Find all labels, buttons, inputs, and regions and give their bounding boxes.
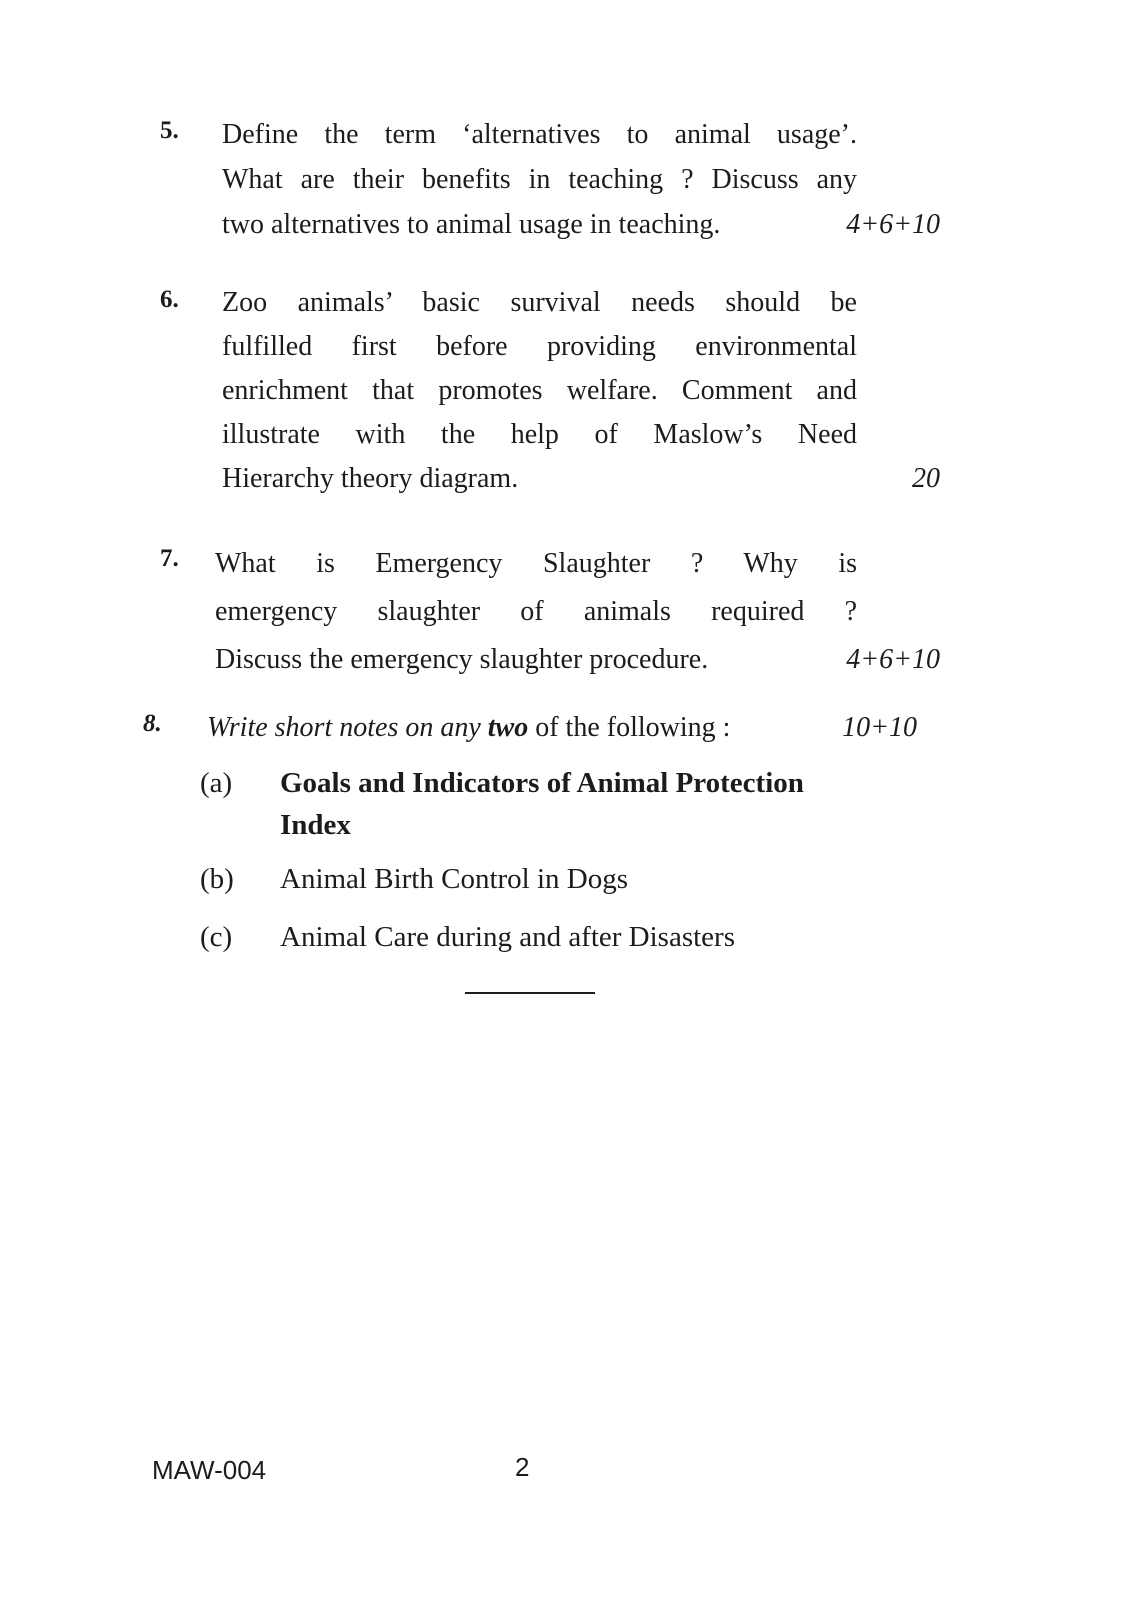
sub-question-b <box>200 858 900 900</box>
paper-code: MAW-004 <box>152 1455 267 1485</box>
end-rule <box>465 992 595 994</box>
question-marks: 4+6+10 <box>846 644 940 675</box>
question-number: 5. <box>160 117 179 144</box>
question-line: enrichment that promotes welfare. Comment and <box>222 375 857 406</box>
question-body <box>222 281 940 501</box>
stem-text-before: Write short notes on any <box>207 712 488 743</box>
question-marks: 4+6+10 <box>846 209 940 240</box>
sub-question-text: Animal Care during and after Disasters <box>280 921 735 953</box>
sub-question-text: Animal Birth Control in Dogs <box>280 863 628 895</box>
question-number: 7. <box>160 545 179 572</box>
sub-question-a <box>200 762 900 846</box>
stem-emphasis: two <box>487 712 529 743</box>
sub-question-label: (b) <box>200 863 234 895</box>
question-line: Define the term ‘alternatives to animal usage’. <box>222 119 857 150</box>
sub-question-label: (c) <box>200 921 233 953</box>
question-line: illustrate with the help of Maslow’s Need <box>222 419 857 450</box>
question-line: two alternatives to animal usage in teaching. <box>222 209 721 240</box>
sub-question-list <box>200 762 900 970</box>
question-5 <box>150 112 940 247</box>
question-marks: 10+10 <box>842 712 917 743</box>
question-8-stem <box>207 705 917 750</box>
question-7 <box>150 540 940 684</box>
question-line-with-marks <box>215 636 940 684</box>
question-body <box>215 540 940 684</box>
question-line: What are their benefits in teaching ? Discuss any <box>222 164 857 195</box>
question-line-with-marks <box>222 202 940 247</box>
page-number: 2 <box>515 1452 530 1482</box>
question-line: What is Emergency Slaughter ? Why is <box>215 548 857 579</box>
question-line: emergency slaughter of animals required ? <box>215 596 857 627</box>
question-marks: 20 <box>912 463 940 494</box>
question-line-with-marks <box>222 457 940 501</box>
sub-question-c <box>200 916 900 958</box>
question-line: fulfilled first before providing environmental <box>222 331 857 362</box>
question-stem <box>207 705 730 750</box>
sub-question-text: Goals and Indicators of Animal Protection Index <box>280 767 804 841</box>
question-line: Zoo animals’ basic survival needs should be <box>222 287 857 318</box>
question-6 <box>150 281 940 501</box>
stem-text-after: of the following : <box>528 712 731 743</box>
question-body <box>222 112 940 247</box>
question-number: 6. <box>160 286 179 313</box>
question-number: 8. <box>143 710 162 737</box>
sub-question-label: (a) <box>200 767 233 799</box>
question-line: Hierarchy theory diagram. <box>222 463 519 494</box>
question-line: Discuss the emergency slaughter procedure. <box>215 644 709 675</box>
